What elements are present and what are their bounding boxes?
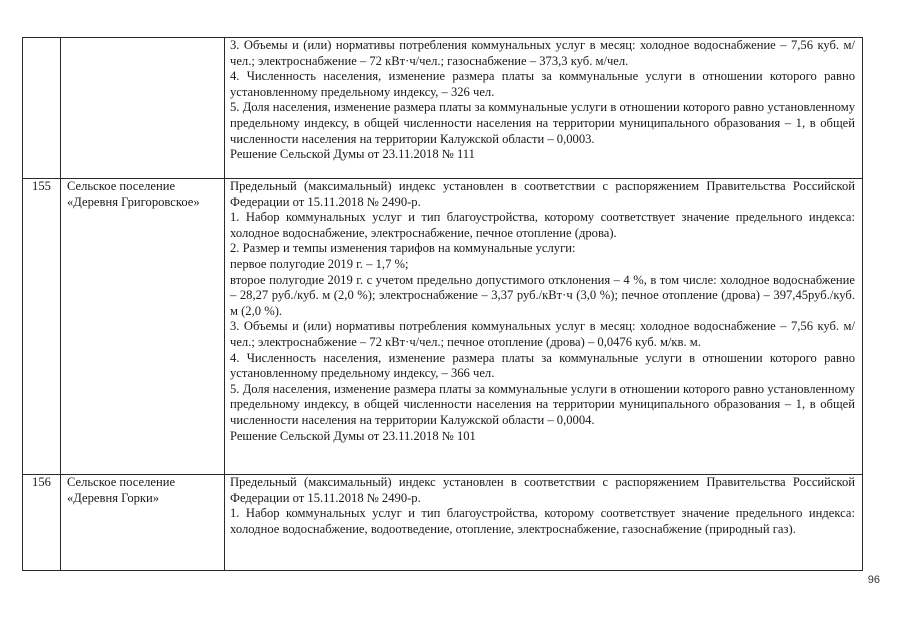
row-number <box>23 38 61 179</box>
paragraph: 4. Численность населения, изменение размера платы за коммунальные услуги в отношении которого равно установленному предельному индексу, – 366 чел. <box>230 350 855 381</box>
settlement-name: Сельское поселение «Деревня Григоровское» <box>61 179 225 475</box>
table-row <box>23 38 863 179</box>
paragraph: второе полугодие 2019 г. с учетом предельно допустимого отклонения – 4 %, в том числе: холодное водоснабжение – 28,27 руб./куб. м (2,0 %); электроснабжение – 3,37 руб./кВт·ч (3,0 %); печное отопление (дрова) – 397,45руб./куб. м (2,0 %). <box>230 272 855 318</box>
paragraph: 2. Размер и темпы изменения тарифов на коммунальные услуги: <box>230 241 576 256</box>
paragraph: Предельный (максимальный) индекс установлен в соответствии с распоряжением Правительства Российской Федерации от 15.11.2018 № 2490-р. <box>230 179 855 209</box>
paragraph: 3. Объемы и (или) нормативы потребления коммунальных услуг в месяц: холодное водоснабжение – 7,56 куб. м/чел.; электроснабжение – 72 кВт·ч/чел.; печное отопление (дрова) – 0,0476 куб. м/кв. м. <box>230 319 855 349</box>
row-number: 155 <box>23 179 61 475</box>
table-row <box>23 179 863 475</box>
settlement-name: Сельское поселение «Деревня Горки» <box>61 475 225 571</box>
index-description <box>225 38 863 179</box>
paragraph: первое полугодие 2019 г. – 1,7 %; <box>230 256 409 271</box>
paragraph: 1. Набор коммунальных услуг и тип благоустройства, которому соответствует значение предельного индекса: холодное водоснабжение, электроснабжение, печное отопление (дрова). <box>230 210 855 240</box>
paragraph: 5. Доля населения, изменение размера платы за коммунальные услуги в отношении которого равно установленному предельному индексу, в общей численности населения на территории муниципального образования – 1, в общей численности населения на территории Калужской области – 0,0004. <box>230 381 855 427</box>
index-description <box>225 475 863 571</box>
paragraph: 5. Доля населения, изменение размера платы за коммунальные услуги в отношении которого равно установленному предельному индексу, в общей численности населения на территории муниципального образования – 1, в общей численности населения на территории Калужской области – 0,0003. <box>230 100 855 146</box>
page-number: 96 <box>867 574 880 586</box>
utility-index-table <box>22 37 863 571</box>
decision-reference: Решение Сельской Думы от 23.11.2018 № 101 <box>230 428 476 443</box>
table-row <box>23 475 863 571</box>
row-number: 156 <box>23 475 61 571</box>
paragraph: 3. Объемы и (или) нормативы потребления коммунальных услуг в месяц: холодное водоснабжение – 7,56 куб. м/чел.; электроснабжение – 72 кВт·ч/чел.; газоснабжение – 373,3 куб. м/чел. <box>230 38 855 68</box>
paragraph: 4. Численность населения, изменение размера платы за коммунальные услуги в отношении которого равно установленному предельному индексу, – 326 чел. <box>230 69 855 99</box>
index-description <box>225 179 863 475</box>
paragraph: Предельный (максимальный) индекс установлен в соответствии с распоряжением Правительства Российской Федерации от 15.11.2018 № 2490-р. <box>230 475 855 505</box>
settlement-name <box>61 38 225 179</box>
decision-reference: Решение Сельской Думы от 23.11.2018 № 111 <box>230 147 475 162</box>
paragraph: 1. Набор коммунальных услуг и тип благоустройства, которому соответствует значение предельного индекса: холодное водоснабжение, водоотведение, отопление, электроснабжение, газоснабжение (природный газ). <box>230 506 855 536</box>
